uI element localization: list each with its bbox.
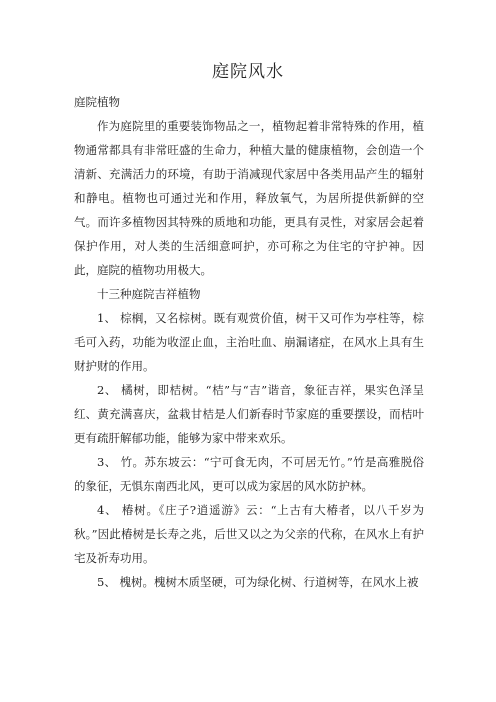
list-item-orange-tree: 2、 橘树，即桔树。“桔”与“吉”谐音，象征吉祥，果实色泽呈红、黄充满喜庆，盆栽甘桔是人们新春时节家庭的重要摆设，而桔叶更有疏肝解郁功能，能够为家中带来欢乐。 bbox=[74, 383, 424, 445]
intro-paragraph: 作为庭院里的重要装饰物品之一，植物起着非常特殊的作用，植物通常都具有非常旺盛的生命力，种植大量的健康植物，会创造一个清新、充满活力的环境，有助于消减现代家居中各类用品产生的辐射和静电。植物也可通过光和作用，释放氧气，为居所提供新鲜的空气。而许多植物因其特殊的质地和功能，更具有灵性，对家居会起着保护作用，对人类的生活细意呵护，亦可称之为住宅的守护神。因此，庭院的植物功用极大。 bbox=[74, 119, 424, 277]
document-body bbox=[74, 90, 424, 594]
list-item-locust-tree: 5、 槐树。槐树木质坚硬，可为绿化树、行道树等，在风水上被 bbox=[97, 575, 419, 589]
list-item-toon-tree: 4、 椿树。《庄子?逍遥游》云：“上古有大椿者，以八千岁为秋。”因此椿树是长寿之兆，后世又以之为父亲的代称，在风水上有护宅及祈寿功用。 bbox=[74, 503, 424, 565]
list-item-bamboo: 3、 竹。苏东坡云：“宁可食无肉，不可居无竹。”竹是高雅脱俗的象征，无惧东南西北风，更可以成为家居的风水防护林。 bbox=[74, 455, 424, 493]
list-item-palm: 1、 棕榈，又名棕树。既有观赏价值，树干又可作为亭柱等，棕毛可入药，功能为收涩止血，主治吐血、崩漏诸症，在风水上具有生财护财的作用。 bbox=[74, 311, 424, 373]
document-title: 庭院风水 bbox=[212, 62, 284, 82]
section-heading: 庭院植物 bbox=[74, 95, 120, 109]
list-heading: 十三种庭院吉祥植物 bbox=[97, 287, 201, 301]
